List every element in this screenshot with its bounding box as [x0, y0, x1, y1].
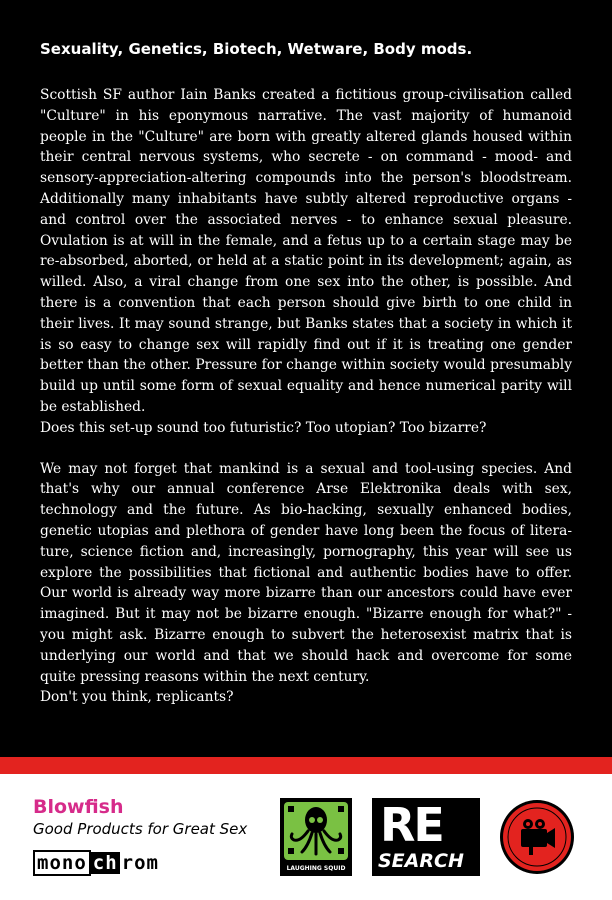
monochrom-logo[interactable] [33, 852, 161, 874]
laughing-squid-logo[interactable] [280, 798, 352, 876]
paragraph-culture-body: Scottish SF author Iain Banks created a fictitious group-civilisation called "Culture" in his eponymous narrative. The vast majority of humanoid people in the "Culture" are born with greatly altered glands housed within their central nervous systems, who secrete - on command - mood- and sensory-appreciation-altering compounds into the person's bloodstream. Additionally many inhabitants have subtly altered reproductive organs - and control over the associated nerves - to enhance sexual pleasure. Ovulation is at will in the female, and a fetus up to a certain stage may be re-absorbed, aborted, or held at a static point in its development; again, as willed. Also, a viral change from one sex into the other, is possible. And there is a convention that each person should give birth to one child in their lives. It may sound strange, but Banks states that a society in which it is so easy to change sex will rapidly find out if it is treating one gender better than the other. Pressure for change within society would presumably build up until some form of sexual equality and hence numerical parity will be established. [40, 87, 572, 415]
monochrom-logo-part: rom [121, 852, 159, 874]
paragraph-culture [40, 85, 572, 439]
main-content [40, 39, 572, 728]
monochrom-logo-part: ch [92, 852, 118, 874]
blowfish-logo-name[interactable]: Blowfish [33, 796, 124, 818]
squid-icon [280, 798, 352, 864]
red-divider [0, 757, 612, 774]
camera-badge-icon[interactable] [499, 799, 575, 875]
paragraph-conference-body: We may not forget that mankind is a sexual and tool-using species. And that's why our annual conference Arse Elektronika deals with sex, technology and the future. As bio-hacking, sexually enhanced bodies, genetic utopias and plethora of gender have long been the focus of litera-ture, science fiction and, increasingly, pornography, this year will see us explore the possibilities that fictional and authentic bodies have to offer. Our world is already way more bizarre than our ancestors could have ever imagined. But it may not be bizarre enough. "Bizarre enough for what?" - you might ask. Bizarre enough to subvert the heterosexist matrix that is underlying our world and that we should hack and overcome for some quite pressing reasons within the next century. [40, 460, 572, 685]
research-logo-re: RE [380, 798, 443, 852]
blowfish-tagline: Good Products for Great Sex [33, 820, 248, 838]
paragraph-conference-closing: Don't you think, replicants? [40, 689, 234, 706]
squid-label: LAUGHING SQUID [286, 865, 346, 872]
paragraph-culture-question: Does this set-up sound too futuristic? Too utopian? Too bizarre? [40, 419, 487, 436]
sponsor-footer [0, 774, 612, 900]
research-logo[interactable] [372, 798, 480, 876]
paragraph-conference [40, 459, 572, 709]
monochrom-logo-part: mono [33, 850, 91, 876]
page-heading: Sexuality, Genetics, Biotech, Wetware, Body mods. [40, 40, 473, 58]
research-logo-search: SEARCH [378, 850, 464, 872]
